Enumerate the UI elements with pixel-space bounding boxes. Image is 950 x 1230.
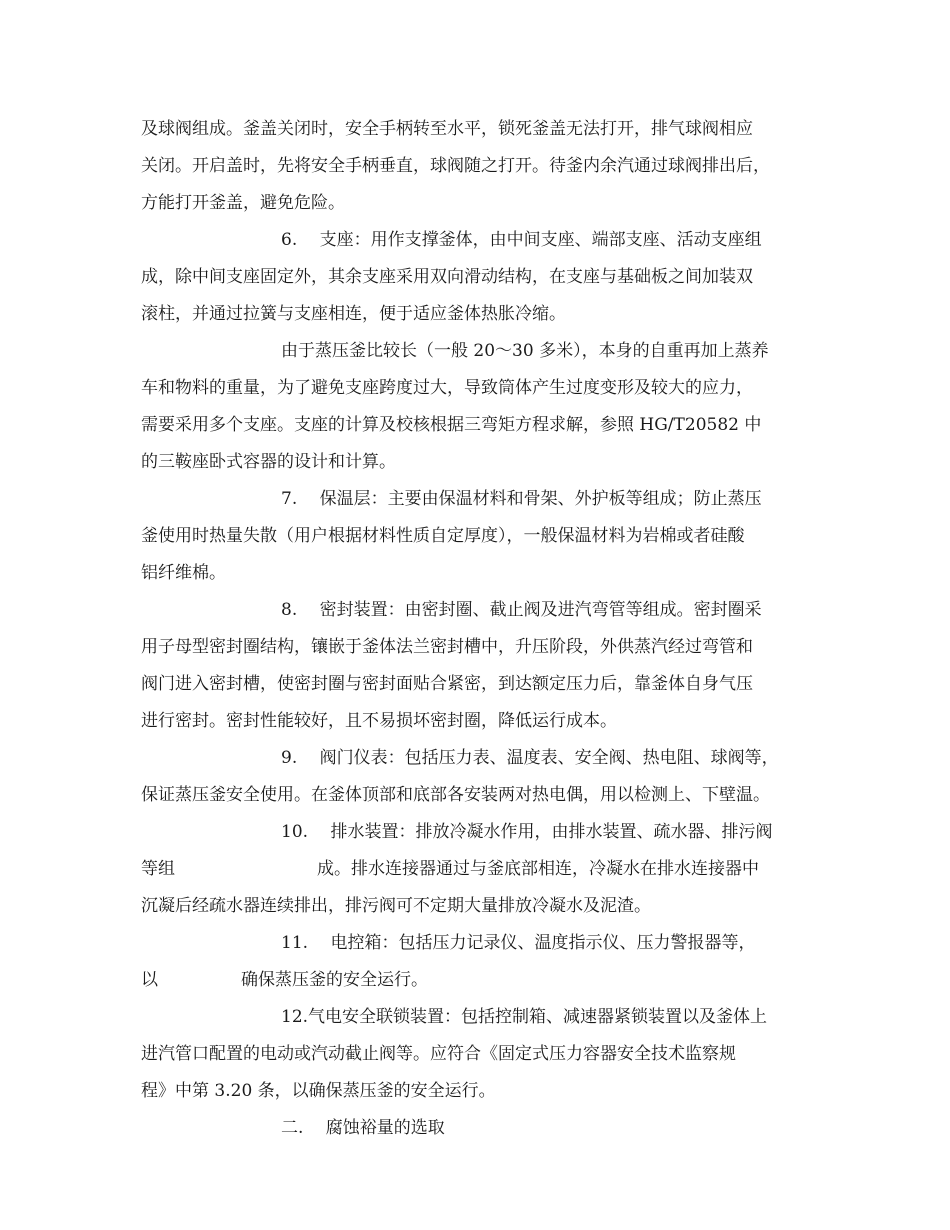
- text-line: 滚柱，并通过拉簧与支座相连，便于适应釜体热胀冷缩。: [141, 304, 566, 324]
- text-line: 10. 排水装置：排放冷凝水作用，由排水装置、疏水器、排污阀: [281, 822, 773, 842]
- text-line: 关闭。开启盖时，先将安全手柄垂直，球阀随之打开。待釜内余汽通过球阀排出后，: [141, 156, 770, 176]
- text-line: 9. 阀门仪表：包括压力表、温度表、安全阀、热电阻、球阀等，: [281, 748, 779, 768]
- section-heading: 二. 腐蚀裕量的选取: [281, 1118, 445, 1138]
- text-line: 沉凝后经疏水器连续排出，排污阀可不定期大量排放冷凝水及泥渣。: [141, 896, 651, 916]
- text-line: 由于蒸压釜比较长（一般 20～30 多米），本身的自重再加上蒸养: [281, 341, 769, 361]
- text-line: 11. 电控箱：包括压力记录仪、温度指示仪、压力警报器等，: [281, 933, 756, 953]
- text-line: 成，除中间支座固定外，其余支座采用双向滑动结构，在支座与基础板之间加装双: [141, 267, 753, 287]
- text-line: 方能打开釜盖，避免危险。: [141, 193, 345, 213]
- text-line: 铝纤维棉。: [141, 563, 226, 583]
- text-line: 8. 密封装置：由密封圈、截止阀及进汽弯管等组成。密封圈采: [281, 600, 762, 620]
- text-line: 釜使用时热量失散（用户根据材料性质自定厚度），一般保温材料为岩棉或者硅酸: [141, 526, 745, 546]
- text-line: 进汽管口配置的电动或汽动截止阀等。应符合《固定式压力容器安全技术监察规: [141, 1044, 736, 1064]
- text-line: 12.气电安全联锁装置：包括控制箱、减速器紧锁装置以及釜体上: [281, 1007, 768, 1027]
- text-line: 阀门进入密封槽，使密封圈与密封面贴合紧密，到达额定压力后，靠釜体自身气压: [141, 674, 753, 694]
- text-line: 6. 支座：用作支撑釜体，由中间支座、端部支座、活动支座组: [281, 230, 762, 250]
- text-line: 的三鞍座卧式容器的设计和计算。: [141, 452, 396, 472]
- text-line: 及球阀组成。釜盖关闭时，安全手柄转至水平，锁死釜盖无法打开，排气球阀相应: [141, 119, 753, 139]
- text-line: 7. 保温层：主要由保温材料和骨架、外护板等组成；防止蒸压: [281, 489, 762, 509]
- text-line: 程》中第 3.20 条，以确保蒸压釜的安全运行。: [141, 1081, 496, 1101]
- text-line: 保证蒸压釜安全使用。在釜体顶部和底部各安装两对热电偶，用以检测上、下壁温。: [141, 785, 770, 805]
- text-line: 进行密封。密封性能较好，且不易损坏密封圈，降低运行成本。: [141, 711, 617, 731]
- text-line: 成。排水连接器通过与釜底部相连，冷凝水在排水连接器中: [317, 859, 759, 879]
- text-line: 等组: [141, 859, 175, 879]
- text-line: 确保蒸压釜的安全运行。: [241, 970, 428, 990]
- text-line: 车和物料的重量，为了避免支座跨度过大，导致筒体产生过度变形及较大的应力，: [141, 378, 753, 398]
- text-line: 需要采用多个支座。支座的计算及校核根据三弯矩方程求解，参照 HG/T20582 中: [141, 415, 762, 435]
- text-line: 用子母型密封圈结构，镶嵌于釜体法兰密封槽中，升压阶段，外供蒸汽经过弯管和: [141, 637, 753, 657]
- text-line: 以: [141, 970, 158, 990]
